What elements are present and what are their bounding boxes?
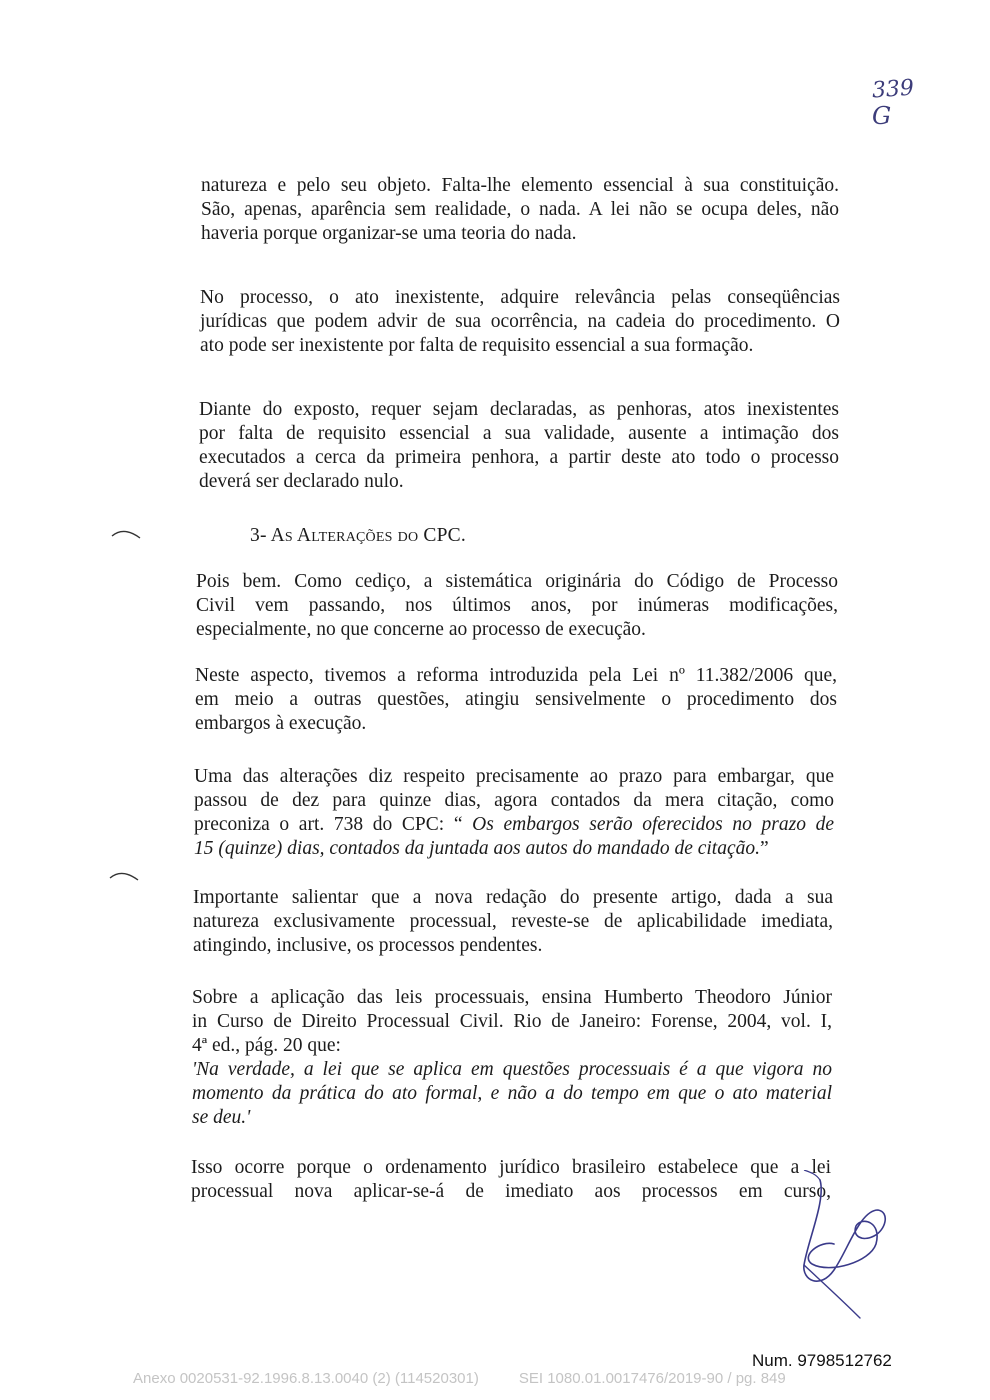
quote-line (192, 1082, 832, 1106)
margin-hole-mark (108, 866, 148, 886)
text-line: passou de dez para quinze dias, agora contados da mera citação, como (194, 790, 834, 811)
paragraph-8 (192, 986, 832, 1130)
text-line: Sobre a aplicação das leis processuais, ensina Humberto Theodoro Júnior (192, 987, 832, 1008)
handwritten-number: 339 (871, 75, 915, 104)
text-line: atingindo, inclusive, os processos pendentes. (193, 935, 543, 956)
text-line: por falta de requisito essencial a sua validade, ausente a intimação dos (199, 423, 839, 444)
text-line: No processo, o ato inexistente, adquire relevância pelas conseqüências (200, 287, 840, 308)
text-line: São, apenas, aparência sem realidade, o nada. A lei não se ocupa deles, não (201, 199, 839, 220)
quote-text: se deu.' (192, 1107, 251, 1128)
text-line: haveria porque organizar-se uma teoria do nada. (201, 223, 577, 244)
text-line: executados a cerca da primeira penhora, a partir deste ato todo o processo (199, 447, 839, 468)
quote-line (192, 1058, 832, 1082)
handwritten-page-number (868, 75, 958, 138)
text-line: Pois bem. Como cediço, a sistemática originária do Código de Processo (196, 571, 838, 592)
text-line: Importante salientar que a nova redação do presente artigo, dada a sua (193, 887, 833, 908)
paragraph-7 (193, 886, 833, 958)
text-line: jurídicas que podem advir de sua ocorrência, na cadeia do procedimento. O (200, 311, 840, 332)
footer-watermark (133, 1370, 786, 1387)
quote-text: 'Na verdade, a lei que se aplica em questões processuais é a que vigora no (192, 1059, 832, 1080)
text-line: especialmente, no que concerne ao processo de execução. (196, 619, 646, 640)
text-line: processual nova aplicar-se-á de imediato aos processos em curso, (191, 1181, 831, 1202)
text-line: natureza e pelo seu objeto. Falta-lhe elemento essencial à sua constituição. (201, 175, 839, 196)
text-line: Isso ocorre porque o ordenamento jurídico brasileiro estabelece que a lei (191, 1157, 831, 1178)
text-line: ato pode ser inexistente por falta de requisito essencial a sua formação. (200, 335, 754, 356)
text-line: in Curso de Direito Processual Civil. Rio de Janeiro: Forense, 2004, vol. I, (192, 1011, 832, 1032)
quoted-article-text: Os embargos serão oferecidos no prazo de (472, 814, 835, 835)
text-line: Uma das alterações diz respeito precisamente ao prazo para embargar, que (194, 766, 834, 787)
handwritten-letter: G (872, 102, 892, 130)
text-line: 4ª ed., pág. 20 que: (192, 1035, 341, 1056)
text-line: em meio a outras questões, atingiu sensivelmente o procedimento dos (195, 689, 837, 710)
paragraph-9 (191, 1156, 831, 1204)
text-line: deverá ser declarado nulo. (199, 471, 404, 492)
quote-line (192, 1106, 832, 1130)
text-line: embargos à execução. (195, 713, 367, 734)
text-line-quote-end (194, 837, 834, 861)
quote-intro: preconiza o art. 738 do CPC: “ (194, 814, 473, 835)
footer-annex: Anexo 0020531-92.1996.8.13.0040 (2) (114520301) (133, 1370, 479, 1387)
text-line: natureza exclusivamente processual, reveste-se de aplicabilidade imediata, (193, 911, 833, 932)
quote-close: ” (760, 838, 769, 859)
document-number: Num. 9798512762 (752, 1351, 892, 1370)
text-line: Diante do exposto, requer sejam declaradas, as penhoras, atos inexistentes (199, 399, 839, 420)
quoted-article-text: 15 (quinze) dias, contados da juntada aos autos do mandado de citação. (194, 838, 761, 859)
paragraph-5 (195, 664, 837, 736)
quote-text: momento da prática do ato formal, e não a do tempo em que o ato material (192, 1083, 832, 1104)
margin-hole-mark (110, 524, 150, 544)
text-line-with-quote (194, 813, 834, 837)
paragraph-4 (196, 570, 838, 642)
paragraph-1 (201, 174, 839, 246)
section-heading: 3- As Alterações do CPC. (250, 525, 466, 546)
paragraph-3 (199, 398, 839, 494)
paragraph-2 (200, 286, 840, 358)
text-line: Neste aspecto, tivemos a reforma introduzida pela Lei nº 11.382/2006 que, (195, 665, 837, 686)
text-line: Civil vem passando, nos últimos anos, por inúmeras modificações, (196, 595, 838, 616)
paragraph-6 (194, 765, 834, 861)
handwritten-signature (790, 1170, 900, 1320)
footer-sei: SEI 1080.01.0017476/2019-90 / pg. 849 (518, 1370, 786, 1387)
